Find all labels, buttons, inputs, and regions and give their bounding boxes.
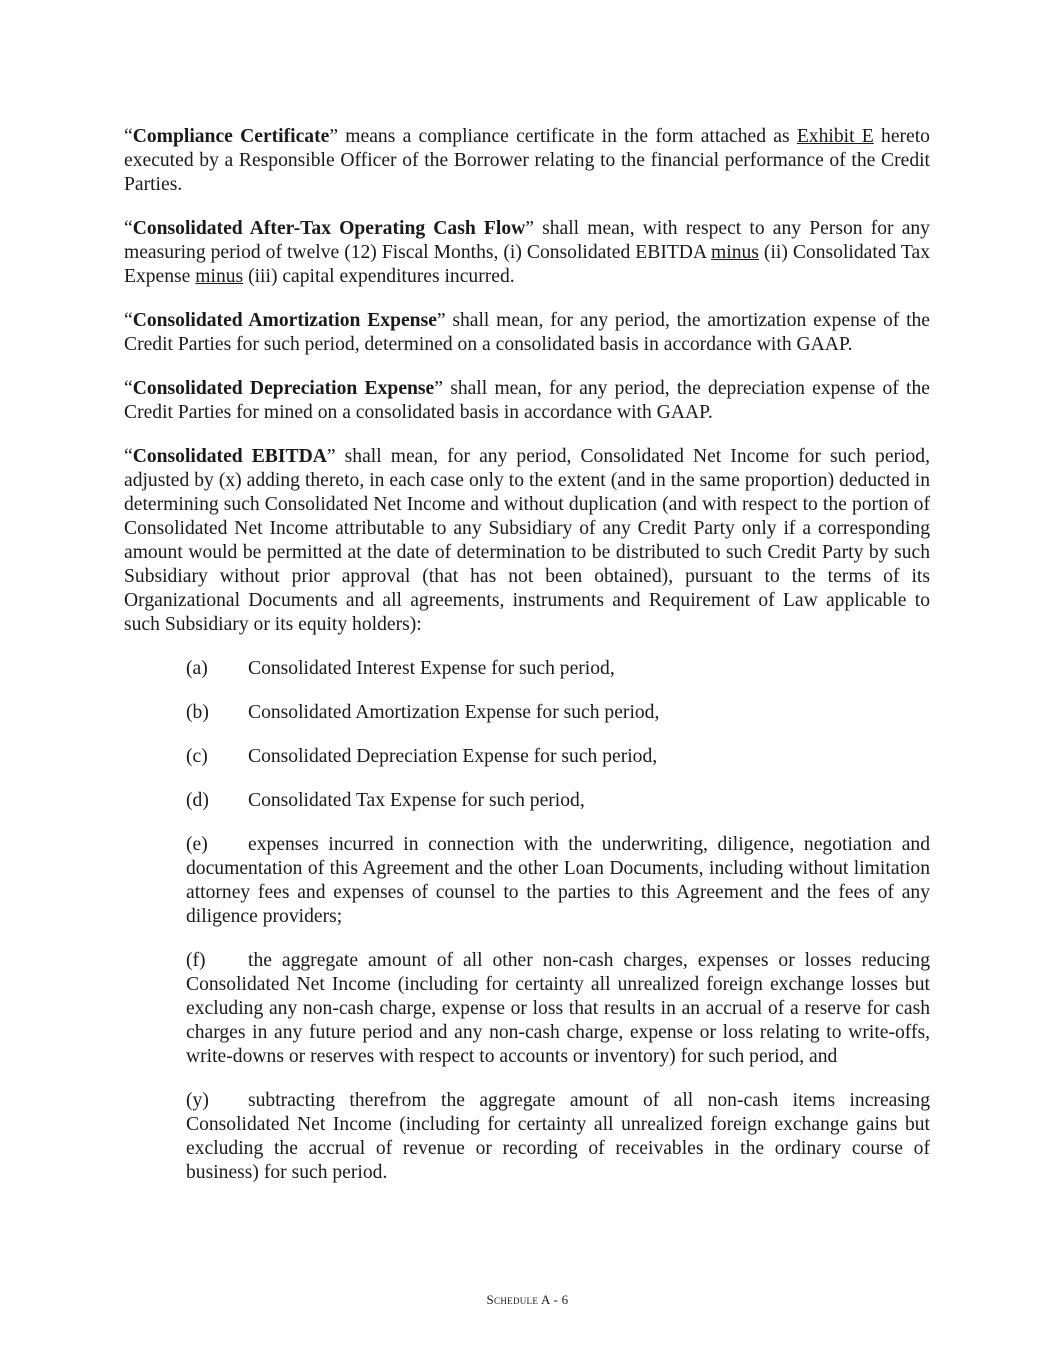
list-item-c — [186, 745, 930, 769]
item-label: (c) — [186, 746, 208, 767]
list-item-e — [186, 833, 930, 929]
definition-depreciation-expense: “Consolidated Depreciation Expense” shall mean, for any period, the depreciation expense of the Credit Parties for mined on a consolidated basis in accordance with GAAP. — [124, 378, 930, 423]
item-text: Consolidated Tax Expense for such period, — [248, 790, 585, 811]
defined-term: Consolidated EBITDA — [132, 446, 327, 467]
list-item-f — [186, 949, 930, 1069]
page-number: Schedule A - 6 — [486, 1292, 569, 1307]
list-item-a — [186, 657, 930, 681]
exhibit-e-link[interactable]: Exhibit E — [796, 126, 874, 147]
definition-after-tax-operating-cash-flow: “Consolidated After-Tax Operating Cash Flow” shall mean, with respect to any Person for any measuring period of twelve (12) Fiscal Months, (i) Consolidated EBITDA minus (ii) Consolidated Tax Expense minus (iii) capital expenditures incurred. — [124, 218, 930, 287]
definition-amortization-expense: “Consolidated Amortization Expense” shall mean, for any period, the amortization expense of the Credit Parties for such period, determined on a consolidated basis in accordance with GAAP. — [124, 310, 930, 355]
item-text: Consolidated Depreciation Expense for such period, — [248, 746, 658, 767]
page-footer — [0, 1288, 1055, 1312]
defined-term: Consolidated Depreciation Expense — [132, 378, 435, 399]
definition-compliance-certificate: “Compliance Certificate” means a compliance certificate in the form attached as Exhibit E hereto executed by a Responsible Officer of the Borrower relating to the financial performance of the Credit Parties. — [124, 126, 930, 195]
item-label: (a) — [186, 658, 208, 679]
defined-term: Consolidated After-Tax Operating Cash Flow — [132, 218, 526, 239]
list-item-b — [186, 701, 930, 725]
item-text: Consolidated Interest Expense for such period, — [248, 658, 615, 679]
list-item-y — [186, 1089, 930, 1185]
item-label: (e) — [186, 834, 208, 855]
item-label: (f) — [186, 950, 206, 971]
document-body — [124, 125, 930, 1205]
item-label: (b) — [186, 702, 209, 723]
list-item-d — [186, 789, 930, 813]
item-text: the aggregate amount of all other non-cash charges, expenses or losses reducing Consolidated Net Income (including for certainty all unrealized foreign exchange losses but excluding any non-cash charge, expense or loss that results in an accrual of a reserve for cash charges in any future period and any non-cash charge, expense or loss relating to write-offs, write-downs or reserves with respect to accounts or inventory) for such period, and — [186, 950, 930, 1067]
defined-term: Compliance Certificate — [132, 126, 330, 147]
underlined-minus: minus — [195, 266, 244, 287]
definition-consolidated-ebitda: “Consolidated EBITDA” shall mean, for any period, Consolidated Net Income for such period, adjusted by (x) adding thereto, in each case only to the extent (and in the same proportion) deducted in determining such Consolidated Net Income and without duplication (and with respect to the portion of Consolidated Net Income attributable to any Subsidiary of any Credit Party only if a corresponding amount would be permitted at the date of determination to be distributed to such Credit Party by such Subsidiary without prior approval (that has not been obtained), pursuant to the terms of its Organizational Documents and all agreements, instruments and Requirement of Law applicable to such Subsidiary or its equity holders): — [124, 446, 930, 635]
underlined-minus: minus — [711, 242, 759, 263]
item-text: Consolidated Amortization Expense for such period, — [248, 702, 660, 723]
item-text: subtracting therefrom the aggregate amount of all non-cash items increasing Consolidated Net Income (including for certainty all unrealized foreign exchange gains but excluding the accrual of revenue or recording of receivables in the ordinary course of business) for such period. — [186, 1090, 930, 1183]
defined-term: Consolidated Amortization Expense — [132, 310, 437, 331]
item-label: (d) — [186, 790, 209, 811]
item-text: expenses incurred in connection with the underwriting, diligence, negotiation and documentation of this Agreement and the other Loan Documents, including without limitation attorney fees and expenses of counsel to the parties to this Agreement and the fees of any diligence providers; — [186, 834, 930, 927]
item-label: (y) — [186, 1090, 209, 1111]
